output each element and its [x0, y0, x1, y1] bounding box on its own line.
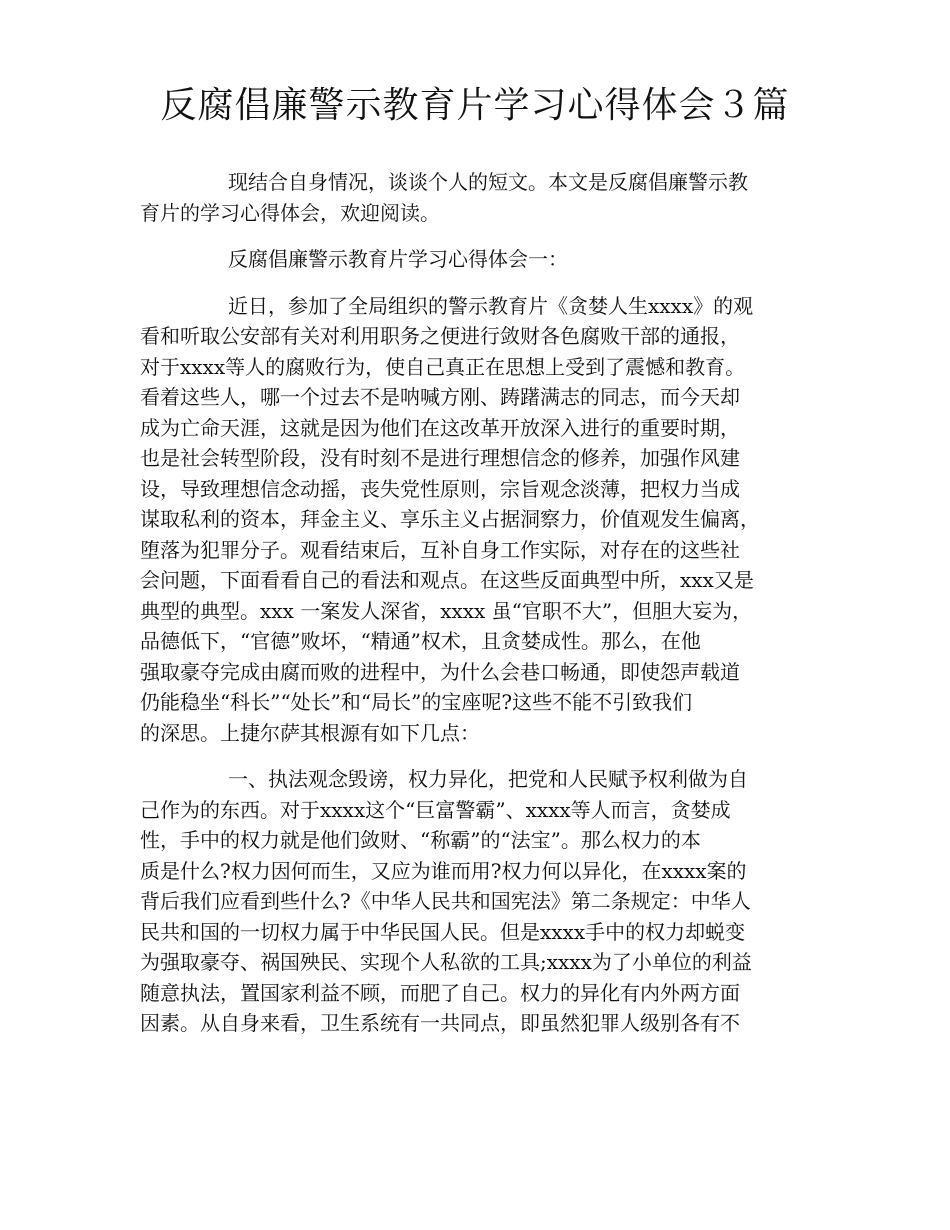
text-line: 品德低下，“官德”败坏，“精通”权术，且贪婪成性。那么，在他: [140, 629, 701, 653]
text-line: 强取豪夺完成由腐而败的进程中，为什么会巷口畅通，即使怨声载道: [140, 659, 740, 684]
text-line: 看着这些人，哪一个过去不是呐喊方刚、踌躇满志的同志，而今天却: [140, 385, 740, 409]
text-line: 一、执法观念毁谤，权力异化，把党和人民赋予权利做为自: [228, 767, 748, 791]
text-line: 质是什么?权力因何而生，又应为谁而用?权力何以异化，在xxxx案的: [140, 858, 747, 883]
text-line: 反腐倡廉警示教育片学习心得体会一：: [228, 247, 568, 271]
paragraph-main: [140, 291, 820, 749]
paragraph-intro: [140, 167, 820, 228]
text-line: 育片的学习心得体会，欢迎阅读。: [140, 200, 440, 225]
text-line: 随意执法，置国家利益不顾，而肥了自己。权力的异化有内外两方面: [140, 980, 740, 1005]
paragraph-point-one: [140, 764, 820, 1039]
text-line: 堕落为犯罪分子。观看结束后，互补自身工作实际，对存在的这些社: [140, 537, 740, 562]
text-line: 背后我们应看到些什么?《中华人民共和国宪法》第二条规定：中华人: [140, 889, 751, 913]
document-title: 反腐倡廉警示教育片学习心得体会３篇: [160, 85, 790, 126]
text-line: 的深思。上捷尔萨其根源有如下几点：: [140, 720, 480, 745]
document-body: [140, 167, 820, 1039]
text-line: 因素。从自身来看，卫生系统有一共同点，即虽然犯罪人级别各有不: [140, 1011, 740, 1035]
text-line: 成为亡命天涯，这就是因为他们在这改革开放深入进行的重要时期，: [140, 415, 740, 440]
text-line: 为强取豪夺、祸国殃民、实现个人私欲的工具;xxxx为了小单位的利益: [140, 950, 752, 974]
text-line: 典型的典型。xxx 一案发人深省，xxxx 虽“官职不大”，但胆大妄为，: [140, 598, 753, 623]
text-line: 仍能稳坐“科长”“处长”和“局长”的宝座呢?这些不能不引致我们: [140, 690, 693, 714]
text-line: 谋取私利的资本，拜金主义、享乐主义占据洞察力，价值观发生偏离，: [140, 507, 760, 531]
text-line: 性，手中的权力就是他们敛财、“称霸”的“法宝”。那么权力的本: [140, 828, 701, 852]
text-line: 民共和国的一切权力属于中华民国人民。但是xxxx手中的权力却蜕变: [140, 919, 746, 944]
text-line: 己作为的东西。对于xxxx这个“巨富警霸”、xxxx等人而言，贪婪成: [140, 797, 731, 822]
text-line: 会问题，下面看看自己的看法和观点。在这些反面典型中所，xxx又是: [140, 568, 754, 592]
section-heading: [140, 244, 820, 275]
text-line: 对于xxxx等人的腐败行为，使自己真正在思想上受到了震憾和教育。: [140, 354, 746, 379]
text-line: 近日，参加了全局组织的警示教育片《贪婪人生xxxx》的观: [228, 293, 754, 318]
text-line: 现结合自身情况，谈谈个人的短文。本文是反腐倡廉警示教: [228, 170, 748, 194]
text-line: 设，导致理想信念动摇，丧失党性原则，宗旨观念淡薄，把权力当成: [140, 476, 740, 501]
text-line: 也是社会转型阶段，没有时刻不是进行理想信念的修养，加强作风建: [140, 446, 740, 470]
text-line: 看和听取公安部有关对利用职务之便进行敛财各色腐败干部的通报，: [140, 324, 740, 348]
